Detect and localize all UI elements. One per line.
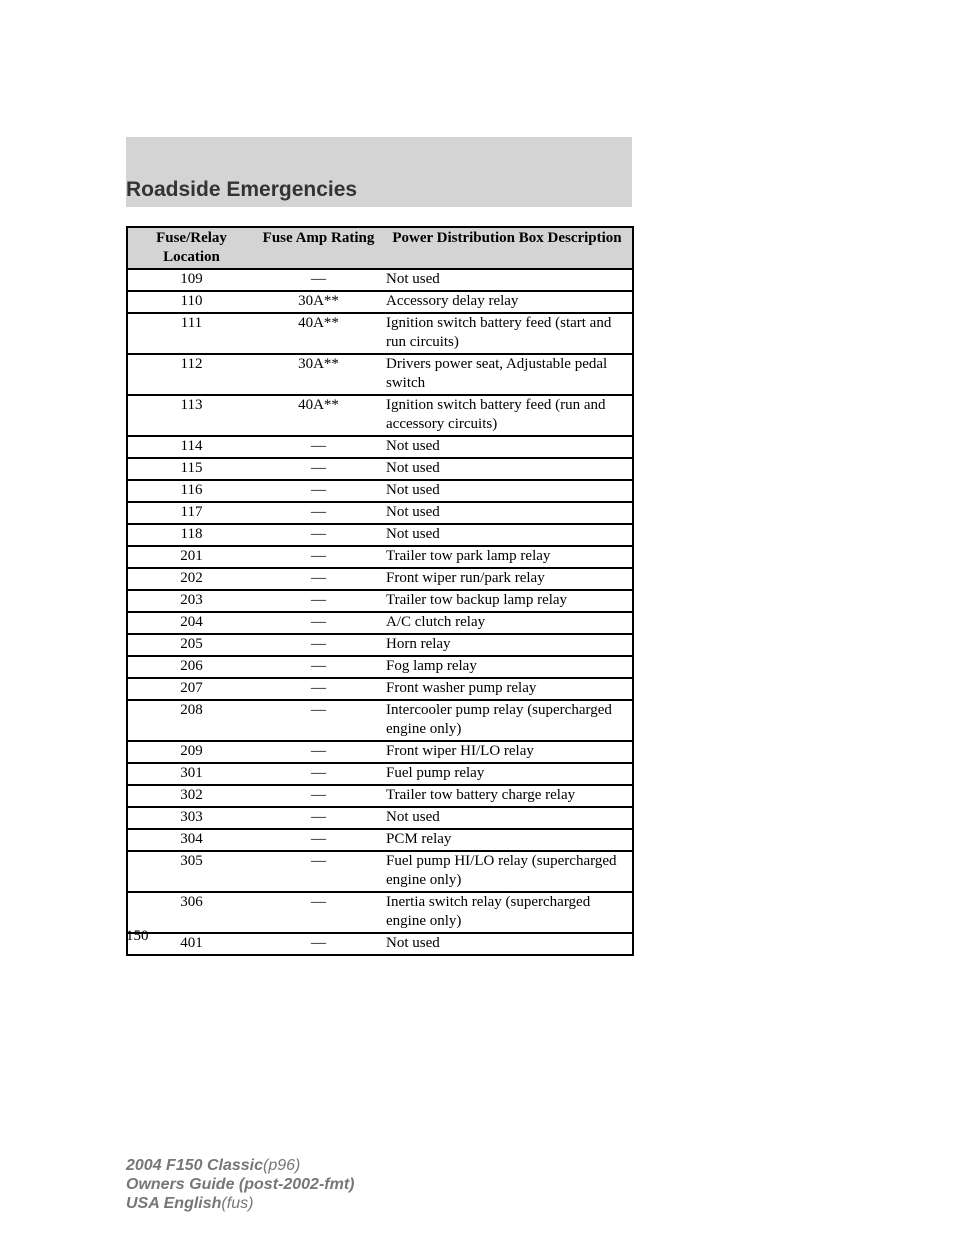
cell-amp-rating: —: [255, 568, 382, 590]
cell-description: Not used: [382, 502, 633, 524]
cell-amp-rating: —: [255, 656, 382, 678]
table-row: [127, 829, 633, 851]
cell-amp-rating: —: [255, 502, 382, 524]
cell-description: Not used: [382, 524, 633, 546]
cell-location: 116: [127, 480, 255, 502]
table-row: [127, 590, 633, 612]
cell-location: 204: [127, 612, 255, 634]
table-row: [127, 313, 633, 354]
cell-location: 306: [127, 892, 255, 933]
cell-description: Accessory delay relay: [382, 291, 633, 313]
table-row: [127, 807, 633, 829]
cell-description: Front wiper HI/LO relay: [382, 741, 633, 763]
cell-amp-rating: —: [255, 436, 382, 458]
cell-location: 205: [127, 634, 255, 656]
table-row: [127, 933, 633, 955]
cell-amp-rating: 30A**: [255, 354, 382, 395]
cell-amp-rating: 40A**: [255, 313, 382, 354]
cell-description: Not used: [382, 436, 633, 458]
table-row: [127, 568, 633, 590]
cell-amp-rating: —: [255, 612, 382, 634]
table-row: [127, 892, 633, 933]
table-row: [127, 291, 633, 313]
cell-amp-rating: —: [255, 634, 382, 656]
table-row: [127, 612, 633, 634]
cell-amp-rating: —: [255, 524, 382, 546]
page-number: 150: [126, 928, 149, 944]
cell-amp-rating: —: [255, 851, 382, 892]
cell-location: 201: [127, 546, 255, 568]
cell-location: 304: [127, 829, 255, 851]
cell-description: Not used: [382, 458, 633, 480]
cell-description: Intercooler pump relay (supercharged engine only): [382, 700, 633, 741]
table-row: [127, 656, 633, 678]
table-row: [127, 634, 633, 656]
fuse-relay-table: [126, 226, 634, 956]
cell-location: 113: [127, 395, 255, 436]
table-row: [127, 458, 633, 480]
cell-location: 114: [127, 436, 255, 458]
cell-description: A/C clutch relay: [382, 612, 633, 634]
table-row: [127, 480, 633, 502]
cell-amp-rating: —: [255, 741, 382, 763]
cell-location: 207: [127, 678, 255, 700]
cell-description: Not used: [382, 269, 633, 291]
cell-amp-rating: —: [255, 807, 382, 829]
cell-description: Fuel pump relay: [382, 763, 633, 785]
footer-model-code: (p96): [263, 1157, 301, 1174]
table-row: [127, 785, 633, 807]
cell-location: 303: [127, 807, 255, 829]
cell-description: Front washer pump relay: [382, 678, 633, 700]
cell-amp-rating: —: [255, 933, 382, 955]
cell-amp-rating: —: [255, 892, 382, 933]
cell-location: 206: [127, 656, 255, 678]
footer-language-code: (fus): [221, 1195, 254, 1212]
cell-description: Ignition switch battery feed (start and run circuits): [382, 313, 633, 354]
cell-description: Trailer tow battery charge relay: [382, 785, 633, 807]
table-row: [127, 524, 633, 546]
cell-description: Trailer tow backup lamp relay: [382, 590, 633, 612]
cell-amp-rating: —: [255, 763, 382, 785]
cell-description: Trailer tow park lamp relay: [382, 546, 633, 568]
header-amp-rating: Fuse Amp Rating: [255, 227, 382, 269]
cell-amp-rating: —: [255, 590, 382, 612]
cell-amp-rating: —: [255, 829, 382, 851]
header-description: Power Distribution Box Description: [382, 227, 633, 269]
table-row: [127, 700, 633, 741]
cell-location: 203: [127, 590, 255, 612]
cell-description: Front wiper run/park relay: [382, 568, 633, 590]
table-row: [127, 395, 633, 436]
table-body: [127, 269, 633, 955]
cell-location: 202: [127, 568, 255, 590]
table-row: [127, 502, 633, 524]
table-row: [127, 851, 633, 892]
cell-amp-rating: —: [255, 480, 382, 502]
table-row: [127, 678, 633, 700]
cell-amp-rating: —: [255, 678, 382, 700]
cell-amp-rating: —: [255, 458, 382, 480]
cell-location: 301: [127, 763, 255, 785]
cell-description: Horn relay: [382, 634, 633, 656]
cell-location: 115: [127, 458, 255, 480]
cell-location: 401: [127, 933, 255, 955]
cell-location: 117: [127, 502, 255, 524]
cell-amp-rating: 30A**: [255, 291, 382, 313]
cell-location: 305: [127, 851, 255, 892]
cell-location: 111: [127, 313, 255, 354]
cell-amp-rating: —: [255, 546, 382, 568]
cell-description: Fog lamp relay: [382, 656, 633, 678]
cell-amp-rating: 40A**: [255, 395, 382, 436]
footer-model: 2004 F150 Classic: [126, 1157, 263, 1174]
document-footer: [126, 1156, 354, 1213]
cell-description: PCM relay: [382, 829, 633, 851]
cell-location: 109: [127, 269, 255, 291]
cell-description: Drivers power seat, Adjustable pedal switch: [382, 354, 633, 395]
table-row: [127, 763, 633, 785]
cell-amp-rating: —: [255, 269, 382, 291]
table-row: [127, 269, 633, 291]
table-row: [127, 354, 633, 395]
header-location: Fuse/Relay Location: [127, 227, 255, 269]
cell-description: Ignition switch battery feed (run and accessory circuits): [382, 395, 633, 436]
cell-location: 110: [127, 291, 255, 313]
cell-location: 209: [127, 741, 255, 763]
cell-description: Fuel pump HI/LO relay (supercharged engine only): [382, 851, 633, 892]
footer-guide: Owners Guide (post-2002-fmt): [126, 1176, 355, 1193]
table-row: [127, 436, 633, 458]
cell-description: Inertia switch relay (supercharged engine only): [382, 892, 633, 933]
table-row: [127, 741, 633, 763]
cell-amp-rating: —: [255, 785, 382, 807]
cell-description: Not used: [382, 480, 633, 502]
cell-location: 208: [127, 700, 255, 741]
cell-location: 112: [127, 354, 255, 395]
section-title: Roadside Emergencies: [126, 178, 358, 201]
table-header-row: [127, 227, 633, 269]
cell-amp-rating: —: [255, 700, 382, 741]
table-row: [127, 546, 633, 568]
cell-location: 118: [127, 524, 255, 546]
cell-description: Not used: [382, 807, 633, 829]
footer-language: USA English: [126, 1195, 222, 1212]
cell-description: Not used: [382, 933, 633, 955]
cell-location: 302: [127, 785, 255, 807]
